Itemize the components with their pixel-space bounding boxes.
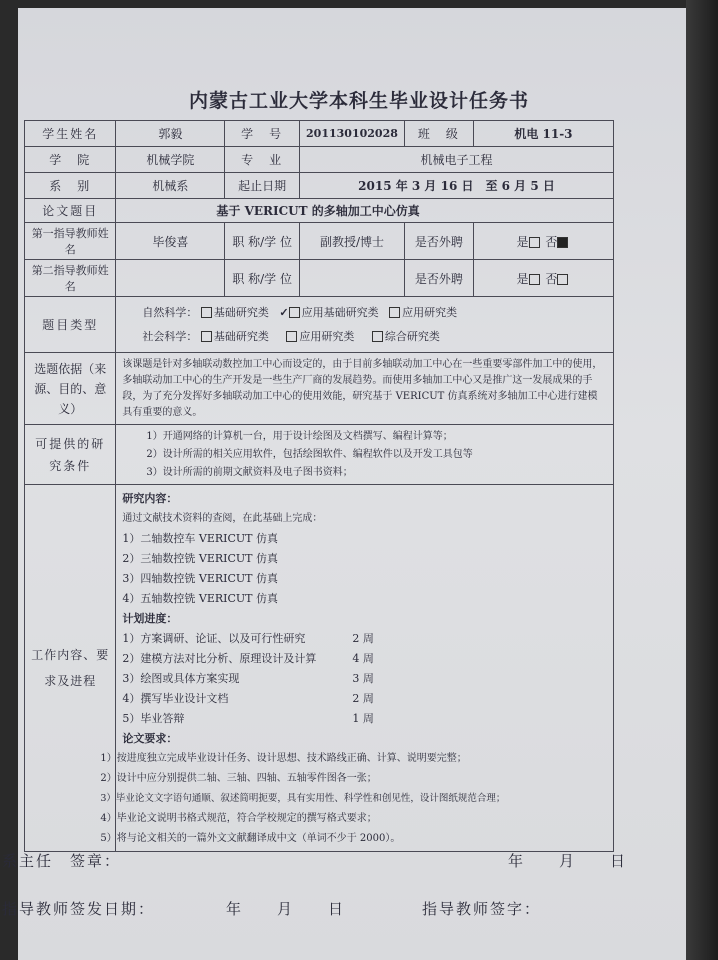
research-heading: 研究内容：: [122, 492, 178, 505]
no-checkbox[interactable]: [557, 274, 568, 285]
conditions-label: 可提供的研究条件: [25, 425, 116, 485]
no-checkbox-checked[interactable]: [557, 237, 568, 248]
plan-duration: 4 周: [352, 652, 374, 665]
advisor1-external-label: 是否外聘: [404, 223, 473, 260]
thesis-title-value: 基于 VERICUT 的多轴加工中心仿真: [116, 199, 614, 223]
social-basic-checkbox[interactable]: [201, 331, 212, 342]
basis-text: 该课题是针对多轴联动数控加工中心而设定的，由于目前多轴联动加工中心在一些重要零部件加工中的使用，多轴联动加工中心的生产开发是一些生产厂商的发展趋势。而使用多轴加工中心又是推广这一发展成果的手段，为了充分发挥好多轴联动加工中心的使用效能，研究基于 VERICUT 仿真系统对多轴加工中心进行建模具有重要的意义。: [116, 353, 614, 425]
basis-label: 选题依据（来源、目的、意义）: [25, 353, 116, 425]
no-label: 否: [545, 234, 558, 249]
plan-duration: 2 周: [352, 632, 374, 645]
advisor2-label: 第二指导教师姓名: [25, 260, 116, 297]
advisor2-external-options: [473, 260, 613, 297]
condition-item: 1）开通网络的计算机一台，用于设计绘图及文档撰写、编程计算等；: [146, 430, 453, 442]
research-intro: 通过文献技术资料的查阅，在此基础上完成：: [122, 513, 323, 524]
research-item: 4）五轴数控铣 VERICUT 仿真: [122, 592, 279, 605]
plan-task: 5）毕业答辩: [122, 712, 185, 725]
natural-science-label: 自然科学：: [142, 305, 198, 319]
natural-science-row: 自然科学： 基础研究类 ✓ 应用基础研究类 应用研究类: [142, 305, 458, 319]
plan-item: [122, 649, 607, 669]
background-shadow: [686, 0, 718, 960]
yes-checkbox[interactable]: [529, 237, 540, 248]
research-item: 1）二轴数控车 VERICUT 仿真: [122, 532, 279, 545]
topic-type-label: 题目类型: [25, 297, 116, 353]
department-head-date: 年 月 日: [508, 852, 628, 870]
task-form-table: [24, 120, 614, 852]
advisor2-external-label: 是否外聘: [404, 260, 473, 297]
no-label: 否: [545, 271, 558, 286]
major-label: 专 业: [225, 147, 300, 173]
advisor1-title-label: 职 称/学 位: [225, 223, 300, 260]
period-label: 起止日期: [225, 173, 300, 199]
plan-duration: 1 周: [352, 712, 374, 725]
college-value: 机械学院: [116, 147, 225, 173]
plan-task: 4）撰写毕业设计文档: [122, 692, 229, 705]
advisor-date: 年 月 日: [226, 900, 346, 918]
plan-item: [122, 629, 607, 649]
plan-task: 2）建模方法对比分析、原理设计及计算: [122, 652, 317, 665]
natural-applied-basic-label: 应用基础研究类: [301, 305, 379, 319]
yes-label: 是: [516, 234, 529, 249]
advisor-signature-label: 指导教师签字：: [422, 900, 542, 918]
department-head-signature-label: 系主任 签章：: [2, 852, 122, 870]
natural-basic-label: 基础研究类: [213, 305, 269, 319]
thesis-title-label: 论文题目: [25, 199, 116, 223]
natural-basic-checkbox[interactable]: [201, 307, 212, 318]
social-science-row: [122, 325, 607, 349]
natural-applied-basic-checkbox-checked[interactable]: [289, 307, 300, 318]
natural-applied-checkbox[interactable]: [389, 307, 400, 318]
period-value: 2015 年 3 月 16 日 至 6 月 5 日: [300, 173, 614, 199]
advisor2-title: [300, 260, 405, 297]
advisor-date-label: 指导教师签发日期：: [2, 900, 156, 918]
social-basic-label: 基础研究类: [213, 329, 269, 343]
work-content: [100, 485, 614, 852]
plan-duration: 2 周: [352, 692, 374, 705]
plan-item: [122, 669, 607, 689]
plan-task: 3）绘图或具体方案实现: [122, 672, 240, 685]
yes-label: 是: [516, 271, 529, 286]
plan-item: [122, 689, 607, 709]
advisor2-name: [116, 260, 225, 297]
student-name-value: 郭毅: [116, 121, 225, 147]
social-science-label: 社会科学：: [142, 329, 198, 343]
plan-heading: 计划进度：: [122, 612, 178, 625]
advisor1-title: 副教授/博士: [300, 223, 405, 260]
requirements-heading: 论文要求：: [122, 732, 178, 745]
advisor2-title-label: 职 称/学 位: [225, 260, 300, 297]
topic-type-options: [116, 297, 614, 353]
requirement-item: 2）设计中应分别提供二轴、三轴、四轴、五轴零件图各一张；: [100, 773, 377, 784]
major-value: 机械电子工程: [300, 147, 614, 173]
advisor1-name: 毕俊喜: [116, 223, 225, 260]
yes-checkbox[interactable]: [529, 274, 540, 285]
requirement-item: 1）按进度独立完成毕业设计任务、设计思想、技术路线正确、计算、说明要完整；: [100, 753, 467, 764]
plan-task: 1）方案调研、论证、以及可行性研究: [122, 632, 306, 645]
document-title: 内蒙古工业大学本科生毕业设计任务书: [188, 90, 529, 112]
class-label: 班 级: [404, 121, 473, 147]
dept-label: 系 别: [25, 173, 116, 199]
student-id-label: 学 号: [225, 121, 300, 147]
college-label: 学 院: [25, 147, 116, 173]
advisor1-external-options: [473, 223, 613, 260]
condition-item: 3）设计所需的前期文献资料及电子图书资料；: [146, 466, 353, 478]
conditions-list: [116, 425, 614, 485]
dept-value: 机械系: [116, 173, 225, 199]
condition-item: 2）设计所需的相关应用软件，包括绘图软件、编程软件以及开发工具包等: [146, 448, 473, 460]
class-value: 机电 11-3: [473, 121, 613, 147]
advisor1-label: 第一指导教师姓名: [25, 223, 116, 260]
social-applied-label: 应用研究类: [299, 329, 355, 343]
research-item: 2）三轴数控铣 VERICUT 仿真: [122, 552, 279, 565]
requirement-item: 4）毕业论文说明书格式规范，符合学校规定的撰写格式要求；: [100, 813, 377, 824]
work-label: 工作内容、要求及进程: [25, 485, 116, 852]
plan-item: [122, 709, 607, 729]
requirement-item: 5）将与论文相关的一篇外文文献翻译成中文（单词不少于 2000）。: [100, 833, 401, 844]
plan-duration: 3 周: [352, 672, 374, 685]
student-name-label: 学生姓名: [25, 121, 116, 147]
social-comprehensive-label: 综合研究类: [384, 329, 440, 343]
natural-applied-label: 应用研究类: [402, 305, 458, 319]
requirement-item: 3）毕业论文文字语句通顺、叙述简明扼要，具有实用性、科学性和创见性，设计图纸规范合理；: [100, 793, 506, 804]
social-comprehensive-checkbox[interactable]: [372, 331, 383, 342]
student-id-value: 201130102028: [300, 121, 405, 147]
social-applied-checkbox[interactable]: [286, 331, 297, 342]
research-item: 3）四轴数控铣 VERICUT 仿真: [122, 572, 279, 585]
